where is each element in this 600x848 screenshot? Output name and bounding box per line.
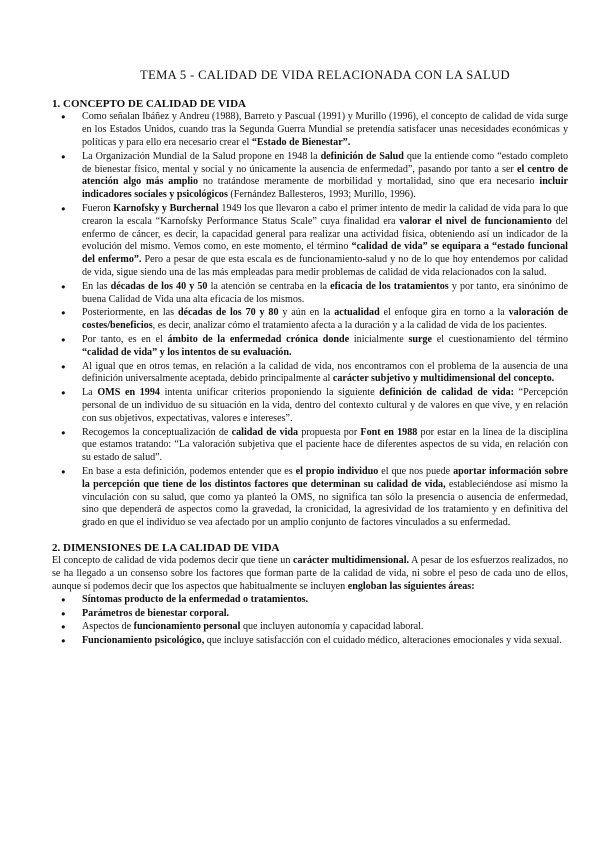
text-run: El concepto de calidad de vida podemos decir que tiene un bbox=[52, 555, 294, 567]
bullet-item bbox=[52, 608, 568, 621]
bullet-item bbox=[52, 594, 568, 607]
bold-text: valoración de costes/beneficios bbox=[82, 307, 568, 332]
section-concepto bbox=[52, 98, 568, 530]
text-run: La bbox=[82, 387, 98, 399]
section-heading: 1. CONCEPTO DE CALIDAD DE VIDA bbox=[52, 98, 246, 110]
bold-text: surge bbox=[408, 333, 433, 345]
bullet-item bbox=[52, 111, 568, 149]
text-run: por estar en la línea de la disciplina que estamos tratando: “La valoración subjetiva que el paciente hace de diferentes aspectos de su vida, en relación con su estado de salud”. bbox=[82, 426, 569, 464]
bold-text: ámbito de la enfermedad crónica donde bbox=[167, 333, 350, 345]
bullet-list bbox=[52, 594, 568, 648]
text-run: En las bbox=[82, 280, 111, 292]
bold-text: “calidad de vida” se equipara a “estado funcional del enfermo”. bbox=[82, 241, 568, 266]
bullet-item bbox=[52, 387, 568, 425]
text-run: estableciéndose así mismo la vinculación con su salud, que como ya planteó la OMS, no significa tan sólo la presencia o ausencia de enfermedad, sino que dependerá de aspectos como la gravedad, la cronicidad, la agresividad de los tratamiento y en definitiva del grado en que el individuo se vea afectado por un amplio conjunto de factores vinculados a su enfermedad. bbox=[82, 478, 568, 529]
bold-text: el propio individuo bbox=[295, 465, 379, 477]
document-title: TEMA 5 - CALIDAD DE VIDA RELACIONADA CON LA SALUD bbox=[140, 68, 510, 82]
text-run: Pero a pesar de que esta escala es de funcionamiento-salud y no de lo que hoy entendemos por calidad de vida, sigue siendo una de las más empleadas para medir problemas de calidad de vida relacionados con la salud. bbox=[82, 254, 568, 278]
bold-text: carácter subjetivo y multidimensional del concepto. bbox=[332, 373, 555, 385]
bold-text: Font en 1988 bbox=[360, 426, 418, 438]
bullet-item bbox=[52, 334, 568, 360]
bullet-item bbox=[52, 281, 568, 307]
bullet-item bbox=[52, 466, 568, 530]
text-run: el que nos puede bbox=[378, 465, 454, 477]
text-run: del enfermo de cáncer, es decir, la capacidad general para realizar una actividad física, obteniendo así un indicador de la evolución del mismo. Vemos como, en este momento, el término bbox=[82, 215, 568, 253]
text-run: Posteriormente, en las bbox=[82, 307, 178, 319]
section-paragraph bbox=[52, 555, 568, 593]
text-run: el enfoque gira en torno a la bbox=[379, 307, 509, 319]
text-run: que la entiende como “estado completo de bienestar físico, mental y social y no únicamente la ausencia de enfermedad”, pasando por tanto a ser bbox=[82, 150, 568, 175]
text-run: y aún en la bbox=[278, 307, 335, 319]
bold-text: eficacia de los tratamientos bbox=[330, 280, 449, 292]
bold-text: funcionamiento personal bbox=[133, 621, 241, 633]
text-run: Fueron bbox=[82, 202, 114, 214]
bullet-item bbox=[52, 427, 568, 465]
bullet-item bbox=[52, 203, 568, 280]
text-run: inicialmente bbox=[349, 333, 409, 345]
text-run: En base a esta definición, podemos entender que es bbox=[82, 465, 296, 477]
text-run: “Percepción personal de un individuo de su situación en la vida, dentro del contexto cultural y de valores en que vive, y en relación con sus objetivos, expectativas, valores e intereses”. bbox=[82, 387, 568, 424]
text-run: La Organización Mundial de la Salud propone en 1948 la bbox=[82, 150, 321, 162]
bold-text: incluir indicadores sociales y psicológicos bbox=[82, 176, 568, 201]
bold-text: definición de Salud bbox=[320, 150, 404, 162]
text-run: que incluye satisfacción con el cuidado médico, alteraciones emocionales y vida sexual. bbox=[204, 635, 562, 647]
bullet-item bbox=[52, 621, 568, 634]
bold-text: definición de calidad de vida: bbox=[379, 387, 514, 399]
bold-text: décadas de los 70 y 80 bbox=[177, 307, 279, 319]
bold-text: Síntomas producto de la enfermedad o tratamientos. bbox=[82, 593, 309, 605]
bold-text: calidad de vida bbox=[231, 426, 299, 438]
text-run: 1949 los que llevaron a cabo el primer intento de medir la calidad de vida para lo que crearon la escala “Karnofsky Performance Status Scale” cuya finalidad era bbox=[82, 202, 568, 227]
bold-text: Parámetros de bienestar corporal. bbox=[82, 607, 230, 619]
text-run: que incluyen autonomía y capacidad laboral. bbox=[240, 621, 424, 633]
text-run: el cuestionamiento del término bbox=[432, 333, 568, 345]
text-run: propuesta por bbox=[298, 426, 361, 438]
text-run: Como señalan Ibáñez y Andreu (1988), Barreto y Pascual (1991) y Murillo (1996), el concepto de calidad de vida surge en los Estados Unidos, cuando tras la Segunda Guerra Mundial se pretendía satisfacer unas necesidades económicas y políticas y para ello era necesario crear el bbox=[82, 111, 568, 148]
text-run: Al igual que en otros temas, en relación a la calidad de vida, nos encontramos con el problema de la ausencia de una definición universalmente aceptada, debido principalmente al bbox=[82, 360, 568, 385]
section-dimensiones bbox=[52, 542, 568, 648]
bold-text: engloban las siguientes áreas: bbox=[347, 580, 475, 592]
text-run: (Fernández Ballesteros, 1993; Murillo, 1996). bbox=[227, 189, 416, 201]
bold-text: Funcionamiento psicológico, bbox=[82, 635, 205, 647]
bold-text: valorar el nivel de funcionamiento bbox=[399, 215, 552, 227]
text-run: Recogemos la conceptualización de bbox=[82, 426, 232, 438]
text-run: y por tanto, era sinónimo de buena Calidad de Vida una alta eficacia de los mismos. bbox=[82, 280, 568, 305]
bullet-item bbox=[52, 151, 568, 202]
bold-text: OMS en 1994 bbox=[97, 387, 160, 399]
bold-text: el centro de atención algo más amplio bbox=[82, 163, 568, 188]
text-run: Aspectos de bbox=[82, 621, 134, 633]
text-run: Por tanto, es en el bbox=[82, 333, 168, 345]
bullet-item bbox=[52, 361, 568, 387]
bold-text: “calidad de vida” y los intentos de su evaluación. bbox=[82, 346, 292, 358]
section-heading: 2. DIMENSIONES DE LA CALIDAD DE VIDA bbox=[52, 541, 280, 554]
text-run: la atención se centraba en la bbox=[207, 280, 331, 292]
text-run: A pesar de los esfuerzos realizados, no se ha llegado a un consenso sobre los factores que forman parte de la calidad de vida, ni sobre el peso de cada uno de ellos, aunque sí podemos decir que los aspectos que habitualmente se incluyen bbox=[52, 555, 568, 592]
bold-text: “Estado de Bienestar”. bbox=[251, 137, 351, 148]
text-run: , es decir, analizar cómo el tratamiento afecta a la duración y a la calidad de vida de los pacientes. bbox=[152, 320, 547, 332]
bullet-item bbox=[52, 307, 568, 333]
text-run: intenta unificar criterios proponiendo la siguiente bbox=[159, 387, 380, 399]
bold-text: aportar información sobre la percepción que tiene de los distintos factores que determinan su calidad de vida, bbox=[82, 465, 568, 490]
bold-text: actualidad bbox=[334, 307, 380, 319]
text-run: no tratándose meramente de morbilidad y mortalidad, sino que era necesario bbox=[198, 176, 540, 188]
bullet-list bbox=[52, 111, 568, 530]
bullet-item bbox=[52, 635, 568, 648]
bold-text: carácter multidimensional. bbox=[293, 555, 410, 567]
bold-text: Karnofsky y Burchernal bbox=[113, 202, 219, 214]
bold-text: décadas de los 40 y 50 bbox=[110, 280, 208, 292]
